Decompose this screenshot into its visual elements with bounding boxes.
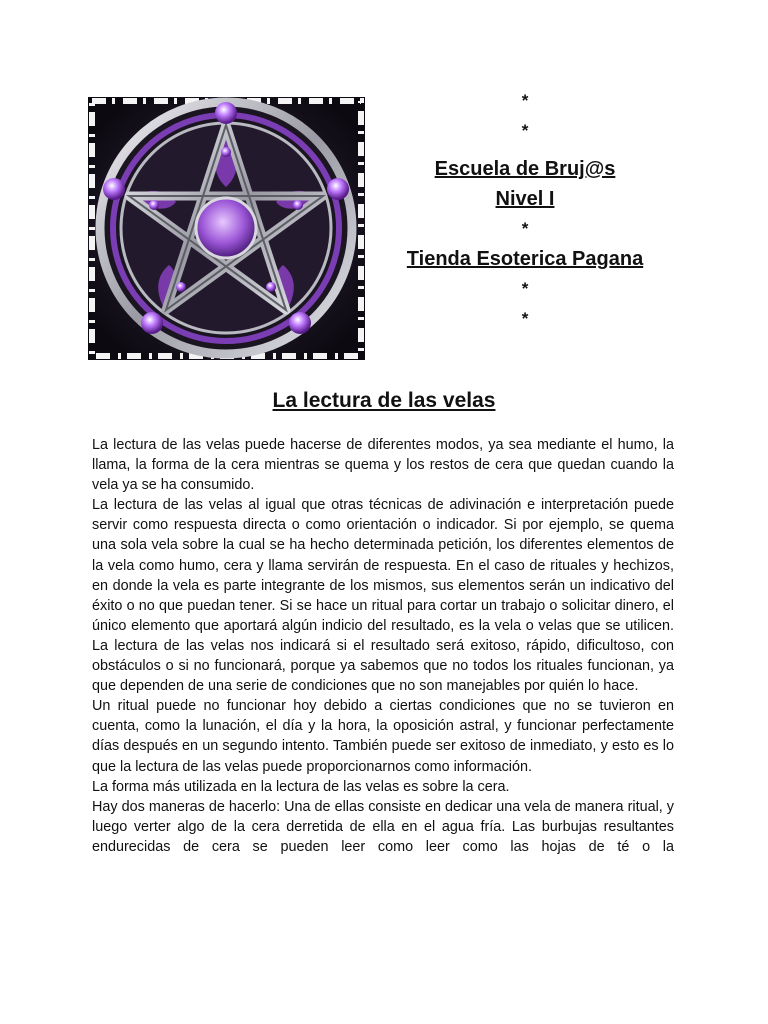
document-body	[92, 435, 674, 857]
header-star: *	[521, 309, 529, 328]
body-paragraph: La lectura de las velas al igual que otras técnicas de adivinación e interpretación puede servir como respuesta directa o como orientación o indicador. Si por ejemplo, se quema una sola vela sobre la cual se ha hecho determinada petición, los diferentes elementos de la vela como humo, cera y llama servirán de respuesta. En el caso de rituales y hechizos, en donde la vela es parte integrante de los mismos, sus elementos serán un indicativo del éxito o no que puedan tener. Si se hace un ritual para cortar un trabajo o solicitar dinero, el único elemento que aportará algún indicio del resultado, es la vela o velas que se utilicen. La lectura de las velas nos indicará si el resultado será exitoso, rápido, dificultoso, con obstáculos o si no funcionará, porque ya sabemos que no todos los rituales funcionan, ya que dependen de una serie de condiciones que no son manejables por quién lo hace.	[92, 497, 674, 695]
header-star: *	[521, 91, 529, 110]
header-star: *	[521, 121, 529, 140]
document-title: La lectura de las velas	[272, 389, 496, 412]
pentacle-icon	[88, 97, 365, 360]
body-paragraph: La forma más utilizada en la lectura de las velas es sobre la cera.	[92, 778, 510, 795]
body-paragraph: Un ritual puede no funcionar hoy debido a ciertas condiciones que no se tuvieron en cuenta, como la lunación, el día y la hora, la oposición astral, y funcionar perfectamente días después en un segundo intento. También puede ser exitoso de inmediato, y esto es lo que la lectura de las velas puede proporcionarnos como información.	[92, 698, 674, 775]
shop-name: Tienda Esoterica Pagana	[406, 248, 644, 270]
document-header	[380, 86, 670, 334]
body-paragraph: La lectura de las velas puede hacerse de diferentes modos, ya sea mediante el humo, la llama, la forma de la cera mientras se quema y los restos de cera que quedan cuando la vela ya se ha consumido.	[92, 437, 674, 494]
body-paragraph: Hay dos maneras de hacerlo: Una de ellas consiste en dedicar una vela de manera ritual, y luego verter algo de la cera derretida de ella en el agua fría. Las burbujas resultantes endurecidas de cera se pueden leer como leer como las hojas de té o la	[92, 798, 674, 855]
header-star: *	[521, 279, 529, 298]
header-star: *	[521, 219, 529, 238]
school-name: Escuela de Bruj@s	[434, 158, 616, 180]
pentacle-emblem-image	[88, 97, 365, 360]
course-level: Nivel I	[495, 188, 555, 210]
